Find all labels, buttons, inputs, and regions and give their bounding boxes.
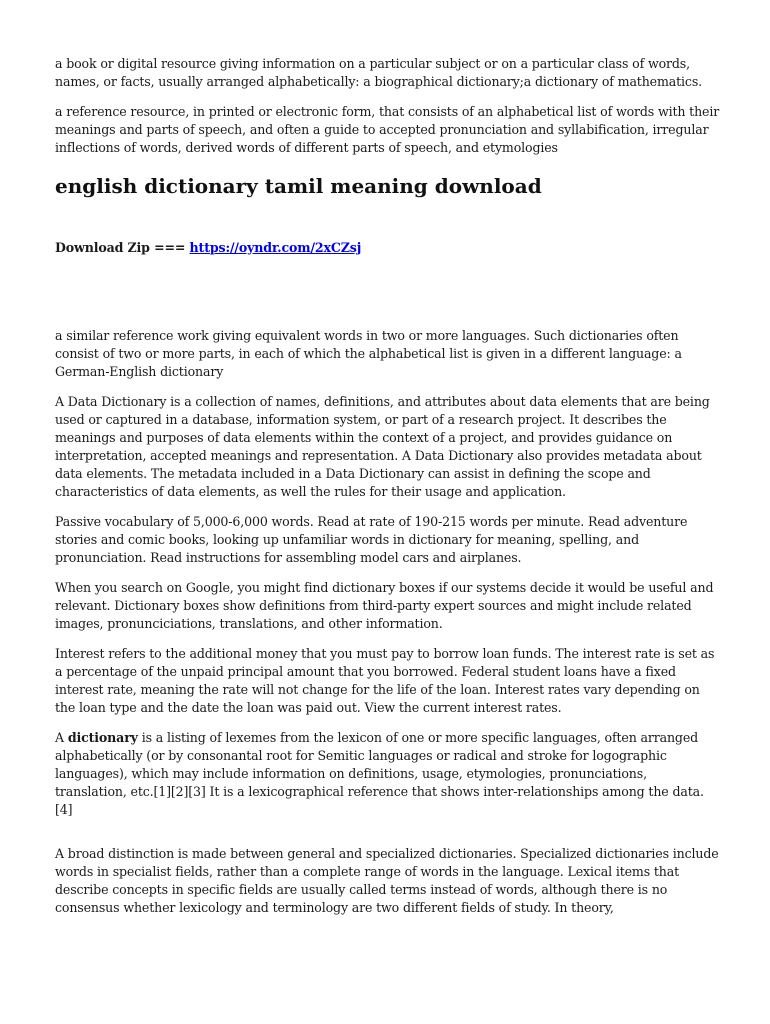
page-title: english dictionary tamil meaning download (55, 174, 542, 198)
paragraph-vocabulary: Passive vocabulary of 5,000-6,000 words. Read at rate of 190-215 words per minute. Read adventure stories and comic books, looking up unfamiliar words in dictionary for meaning, spelling, and pronunciation. Read instructions for assembling model cars and airplanes. (55, 514, 688, 565)
spacer (55, 257, 720, 327)
paragraph-definition-2: a reference resource, in printed or electronic form, that consists of an alphabetical list of words with their meanings and parts of speech, and often a guide to accepted pronunciation and syllabification, irregular inflections of words, derived words of different parts of speech, and etymologies (55, 104, 720, 155)
text-rest: is a listing of lexemes from the lexicon of one or more specific languages, often arranged alphabetically (or by consonantal root for Semitic languages or radical and stroke for logographic languages), which may include information on definitions, usage, etymologies, pronunciations, translation, etc.[1][2][3] It is a lexicographical reference that shows inter-relationships among the data.[4] (55, 730, 704, 817)
paragraph-interest: Interest refers to the additional money that you must pay to borrow loan funds. The interest rate is set as a percentage of the unpaid principal amount that you borrowed. Federal student loans have a fixed interest rate, meaning the rate will not change for the life of the loan. Interest rates vary depending on the loan type and the date the loan was paid out. View the current interest rates. (55, 646, 715, 715)
download-label: Download Zip === (55, 240, 186, 255)
paragraph-data-dictionary: A Data Dictionary is a collection of names, definitions, and attributes about data elements that are being used or captured in a database, information system, or part of a research project. It describes the meanings and purposes of data elements within the context of a project, and provides guidance on interpretation, accepted meanings and representation. A Data Dictionary also provides metadata about data elements. The metadata included in a Data Dictionary can assist in defining the scope and characteristics of data elements, as well the rules for their usage and application. (55, 394, 710, 499)
paragraph-google: When you search on Google, you might find dictionary boxes if our systems decide it would be useful and relevant. Dictionary boxes show definitions from third-party expert sources and might include related images, pronunciciations, translations, and other information. (55, 580, 714, 631)
paragraph-bilingual: a similar reference work giving equivalent words in two or more languages. Such dictionaries often consist of two or more parts, in each of which the alphabetical list is given in a different language: a German-English dictionary (55, 328, 682, 379)
document-page (55, 55, 720, 929)
paragraph-distinction: A broad distinction is made between general and specialized dictionaries. Specialized dictionaries include words in specialist fields, rather than a complete range of words in the language. Lexical items that describe concepts in specific fields are usually called terms instead of words, although there is no consensus whether lexicology and terminology are two different fields of study. In theory, (55, 846, 719, 915)
paragraph-definition-1: a book or digital resource giving information on a particular subject or on a particular class of words, names, or facts, usually arranged alphabetically: a biographical dictionary;a dictionary of mathematics. (55, 56, 702, 89)
text-prefix: A (55, 730, 68, 745)
download-link[interactable]: https://oyndr.com/2xCZsj (189, 240, 362, 255)
paragraph-dictionary-definition (55, 729, 720, 819)
bold-term: dictionary (67, 730, 138, 745)
download-line (55, 239, 720, 257)
gap (55, 831, 720, 845)
